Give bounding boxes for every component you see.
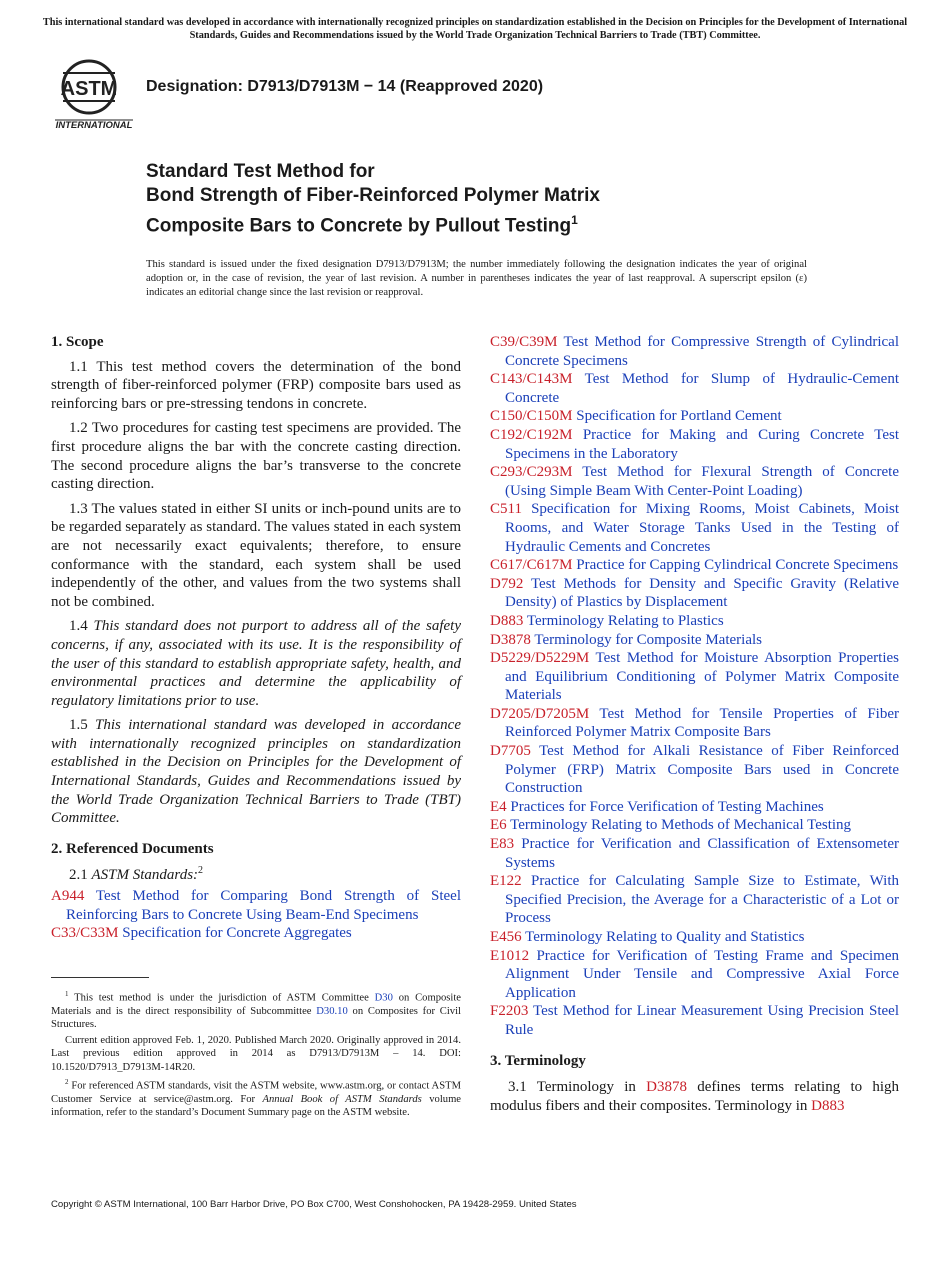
reference-item: [51, 924, 461, 943]
reference-title-link[interactable]: Test Method for Linear Measurement Using Precision Steel Rule: [505, 1003, 899, 1038]
reference-title-link[interactable]: Test Method for Comparing Bond Strength of Steel Reinforcing Bars to Concrete Using Beam-End Specimens: [66, 888, 462, 923]
reference-item: [490, 947, 899, 1003]
reference-title-link[interactable]: Practice for Verification of Testing Frame and Specimen Alignment Under Tensile and Compressive Axial Force Application: [505, 947, 900, 1001]
paragraph-text: This international standard was developed in accordance with internationally recognized principles on standardization established in the Decision on Principles for the Development of International Standards, Guides and Recommendations issued by the World Trade Organization Technical Barriers to Trade (TBT) Committee.: [51, 717, 461, 827]
reference-link-d883[interactable]: D883: [811, 1097, 845, 1114]
reference-item: [51, 887, 461, 924]
paragraph-text: The values stated in either SI units or inch-pound units are to be regarded separately as standard. The values stated in each system are not necessarily exact equivalents; therefore, to ensure conformance with the standard, each system shall be used independently of the other, and values from the two systems shall not be combined.: [51, 500, 461, 610]
astm-standards-subheading: [51, 862, 461, 885]
committee-link-d30[interactable]: D30: [374, 992, 393, 1004]
footnote-mark: 2: [65, 1077, 69, 1086]
designation: Designation: D7913/D7913M − 14 (Reapproved 2020): [146, 78, 544, 95]
reference-code-link[interactable]: E1012: [490, 947, 530, 964]
reference-item: [490, 798, 899, 817]
subcommittee-link-d30-10[interactable]: D30.10: [316, 1005, 348, 1017]
reference-item: [490, 575, 899, 612]
reference-title-link[interactable]: Specification for Concrete Aggregates: [122, 925, 352, 942]
reference-code-link[interactable]: A944: [51, 888, 85, 905]
reference-item: [490, 333, 899, 370]
reference-title-link[interactable]: Practice for Verification and Classification of Extensometer Systems: [505, 836, 900, 871]
reference-title-link[interactable]: Terminology Relating to Plastics: [526, 612, 724, 629]
reference-item: [490, 649, 899, 705]
footnote-text: This test method is under the jurisdiction of ASTM Committee: [74, 992, 369, 1004]
paragraph-text: defines terms relating to high modulus fibers and their composites. Terminology in: [490, 1079, 900, 1114]
paragraph-text: Terminology in: [536, 1079, 636, 1096]
reference-code-link[interactable]: F2203: [490, 1003, 529, 1020]
reference-code-link[interactable]: E83: [490, 836, 515, 853]
footnotes: [51, 988, 461, 1122]
reference-code-link[interactable]: E4: [490, 798, 507, 815]
footnote-text: on Composites for Civil Structures.: [51, 1005, 461, 1031]
footnote-text: For referenced ASTM standards, visit the ASTM website, www.astm.org, or contact ASTM Customer Service at service@astm.org. For: [51, 1080, 461, 1105]
referenced-documents-heading: 2. Referenced Documents: [51, 840, 214, 857]
right-reference-list: [490, 333, 899, 1040]
document-title: [146, 160, 600, 238]
reference-code-link[interactable]: D3878: [490, 631, 531, 648]
footnote-divider: [51, 977, 149, 978]
title-footnote-mark: 1: [571, 213, 578, 227]
reference-code-link[interactable]: E122: [490, 873, 522, 890]
reference-item: [490, 612, 899, 631]
reference-code-link[interactable]: C143/C143M: [490, 371, 573, 388]
reference-code-link[interactable]: C192/C192M: [490, 426, 573, 443]
reference-code-link[interactable]: C617/C617M: [490, 557, 573, 574]
scope-paragraph-2: [51, 419, 461, 493]
reference-item: [490, 835, 899, 872]
footnote-text: volume information, refer to the standard’s Document Summary page on the ASTM website.: [51, 1093, 462, 1119]
reference-title-link[interactable]: Practice for Making and Curing Concrete Test Specimens in the Laboratory: [505, 426, 899, 462]
right-column: [490, 333, 899, 1121]
reference-item: [490, 370, 899, 407]
paragraph-text: Two procedures for casting test specimens are provided. The first procedure aligns the bar with the concrete casting direction. The second procedure aligns the bar’s transverse to the concrete casting direction.: [51, 420, 461, 493]
paragraph-number: 1.3: [69, 500, 88, 517]
paragraph-text: This standard does not purport to address all of the safety concerns, if any, associated with its use. It is the responsibility of the user of this standard to establish appropriate safety, health, and environmental practices and determine the applicability of regulatory limitations prior to use.: [51, 618, 462, 709]
reference-code-link[interactable]: D792: [490, 575, 524, 592]
logo-caption: INTERNATIONAL: [55, 120, 133, 131]
copyright: Copyright © ASTM International, 100 Barr Harbor Drive, PO Box C700, West Conshohocken, PA 19428-2959. United States: [51, 1199, 577, 1210]
scope-paragraph-4: [51, 617, 461, 710]
reference-item: [490, 463, 899, 500]
reference-title-link[interactable]: Test Methods for Density and Specific Gravity (Relative Density) of Plastics by Displacement: [505, 575, 899, 611]
astm-logo: [53, 55, 135, 133]
reference-title-link[interactable]: Test Method for Alkali Resistance of Fiber Reinforced Polymer (FRP) Matrix Composite Bars used in Concrete Construction: [505, 743, 899, 797]
reference-code-link[interactable]: C33/C33M: [51, 925, 119, 942]
scope-paragraph-3: [51, 500, 461, 612]
subheading-label: ASTM Standards:: [91, 867, 199, 884]
reference-code-link[interactable]: D5229/D5229M: [490, 650, 590, 667]
reference-title-link[interactable]: Terminology for Composite Materials: [534, 631, 762, 648]
left-reference-list: [51, 887, 461, 943]
logo-letters: ASTM: [60, 78, 118, 100]
reference-item: [490, 742, 899, 798]
reference-code-link[interactable]: D883: [490, 612, 524, 629]
reference-code-link[interactable]: C150/C150M: [490, 408, 573, 425]
reference-code-link[interactable]: C293/C293M: [490, 464, 573, 481]
reference-code-link[interactable]: C39/C39M: [490, 334, 558, 350]
paragraph-number: 1.5: [69, 717, 88, 734]
left-column: [51, 333, 461, 943]
reference-title-link[interactable]: Test Method for Moisture Absorption Properties and Equilibrium Conditioning of Polymer Matrix Composite Materials: [505, 650, 899, 704]
reference-code-link[interactable]: D7205/D7205M: [490, 705, 590, 722]
reference-item: [490, 631, 899, 650]
footnote-edition: Current edition approved Feb. 1, 2020. Published March 2020. Originally approved in 2014. Last previous edition approved in 2014 as D7913/D7913M – 14. DOI: 10.1520/D7913_D7913M-14R20.: [51, 1034, 461, 1073]
reference-title-link[interactable]: Specification for Portland Cement: [576, 408, 782, 425]
reference-item: [490, 928, 899, 947]
reference-item: [490, 556, 899, 575]
reference-title-link[interactable]: Practice for Capping Cylindrical Concrete Specimens: [576, 557, 899, 574]
reference-item: [490, 407, 899, 426]
title-line-3: [146, 208, 600, 238]
footnote-mark: 1: [65, 990, 69, 998]
scope-paragraph-5: [51, 716, 461, 828]
reference-item: [490, 816, 899, 835]
reference-code-link[interactable]: E6: [490, 817, 507, 834]
footnote-2: [51, 1076, 461, 1120]
reference-item: [490, 426, 899, 463]
footnote-1: [51, 988, 461, 1032]
footnote-text: on Composite Materials and is the direct responsibility of Subcommittee: [51, 992, 461, 1017]
footnote-italic-text: Annual Book of ASTM Standards: [262, 1093, 422, 1105]
reference-title-link[interactable]: Practice for Calculating Sample Size to Estimate, With Specified Precision, the Average for a Characteristic of a Lot or Process: [505, 873, 899, 927]
reference-code-link[interactable]: D7705: [490, 743, 531, 760]
paragraph-text: This test method covers the determination of the bond strength of fiber-reinforced polymer (FRP) composite bars used as reinforcing bars or pre-stressing tendons in concrete.: [51, 358, 461, 412]
reference-item: [490, 1002, 899, 1039]
reference-item: [490, 872, 899, 928]
reference-code-link[interactable]: E456: [490, 929, 522, 945]
issued-note: This standard is issued under the fixed designation D7913/D7913M; the number immediately following the designation indicates the year of original adoption or, in the case of revision, the year of last revision. A number in parentheses indicates the year of last reapproval. A superscript epsilon (ε) indicates an editorial change since the last revision or reapproval.: [146, 259, 807, 298]
reference-title-link[interactable]: Test Method for Flexural Strength of Concrete (Using Simple Beam With Center-Point Loading): [505, 464, 899, 499]
reference-title-link[interactable]: Test Method for Tensile Properties of Fiber Reinforced Polymer Matrix Composite Bars: [505, 705, 899, 741]
title-line-2: Bond Strength of Fiber-Reinforced Polymer Matrix: [146, 185, 600, 206]
reference-title-link[interactable]: Specification for Mixing Rooms, Moist Cabinets, Moist Rooms, and Water Storage Tanks Used in the Testing of Hydraulic Cements and Concretes: [505, 501, 900, 555]
reference-title-link[interactable]: Practices for Force Verification of Testing Machines: [510, 798, 824, 815]
paragraph-number: 1.4: [69, 618, 88, 635]
reference-title-link[interactable]: Test Method for Slump of Hydraulic-Cement Concrete: [505, 371, 899, 406]
reference-item: [490, 705, 899, 742]
scope-heading: 1. Scope: [51, 334, 104, 350]
reference-item: [490, 500, 899, 556]
terminology-heading: 3. Terminology: [490, 1052, 586, 1069]
paragraph-number: 3.1: [508, 1079, 527, 1096]
title-line-3-text: Composite Bars to Concrete by Pullout Testing: [146, 215, 572, 237]
reference-code-link[interactable]: C511: [490, 501, 522, 518]
standard-notice: This international standard was developed in accordance with internationally recognized principles on standardization established in the Decision on Principles for the Development of International Standards, Guides and Recommendations issued by the World Trade Organization Technical Barriers to Trade (TBT) Committee.: [42, 17, 908, 41]
reference-title-link[interactable]: Terminology Relating to Methods of Mechanical Testing: [510, 817, 852, 834]
footnote-mark: 2: [198, 865, 204, 877]
paragraph-number: 1.2: [69, 420, 88, 437]
reference-title-link[interactable]: Terminology Relating to Quality and Statistics: [525, 929, 805, 945]
reference-link-d3878[interactable]: D3878: [646, 1079, 688, 1096]
paragraph-number: 1.1: [69, 358, 88, 375]
scope-paragraph-1: [51, 358, 461, 414]
terminology-paragraph-1: [490, 1078, 899, 1115]
reference-title-link[interactable]: Test Method for Compressive Strength of Cylindrical Concrete Specimens: [505, 334, 899, 369]
title-line-1: Standard Test Method for: [146, 161, 375, 182]
paragraph-number: 2.1: [69, 867, 88, 884]
